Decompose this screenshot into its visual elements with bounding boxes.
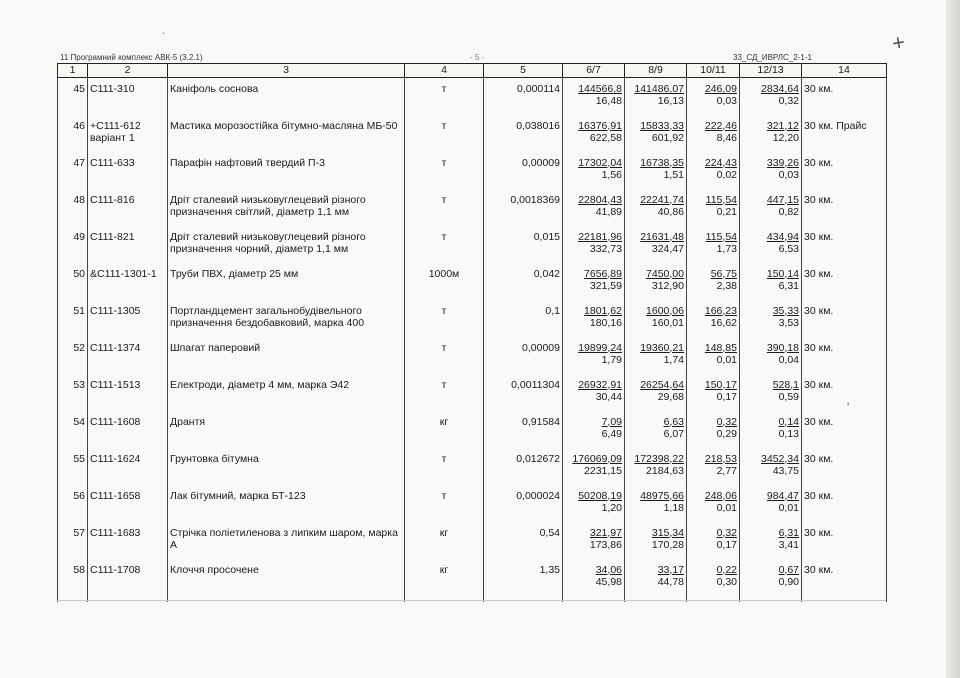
col-13-value: 6,31 — [778, 279, 799, 292]
row-number: 55 — [58, 448, 88, 485]
table-row — [58, 189, 887, 226]
header-software-label: 11 Програмний комплекс АВК-5 (3.2.1) — [60, 53, 203, 62]
quantity: 0,038016 — [484, 115, 563, 152]
quantity: 0,54 — [484, 522, 563, 559]
row-number: 49 — [58, 226, 88, 263]
col-12-13 — [740, 522, 802, 559]
col-12-value: 339,26 — [766, 156, 799, 169]
col-7-value: 6,49 — [601, 427, 622, 440]
col-7-value: 41,89 — [595, 205, 622, 218]
resource-name: Труби ПВХ, діаметр 25 мм — [168, 263, 405, 300]
col-12-13 — [740, 374, 802, 411]
header-page-number: - 5 - — [470, 53, 485, 62]
col-8-9 — [625, 485, 687, 522]
col-12-value: 3452,34 — [761, 452, 799, 465]
resource-name: Каніфоль соснова — [168, 78, 405, 115]
col-10-value: 248,06 — [704, 489, 737, 502]
col-10-11 — [687, 411, 740, 448]
header-document-code: 33_СД_ИВРЛС_2-1-1 — [733, 53, 812, 62]
col-11-value: 2,38 — [716, 279, 737, 292]
resource-name: Дріт сталевий низьковуглецевий різного призначення світлий, діаметр 1,1 мм — [168, 189, 405, 226]
resource-code: С111-1658 — [88, 485, 168, 522]
col-12-13 — [740, 226, 802, 263]
note: 30 км. — [802, 300, 887, 337]
col-7-value: 30,44 — [595, 390, 622, 403]
quantity: 0,000114 — [484, 78, 563, 115]
col-9-value: 1,18 — [663, 501, 684, 514]
col-8-9 — [625, 559, 687, 602]
resource-name: Грунтовка бітумна — [168, 448, 405, 485]
resource-name: Шпагат паперовий — [168, 337, 405, 374]
col-6-7 — [563, 78, 625, 115]
resource-code: С111-1683 — [88, 522, 168, 559]
col-9-value: 40,86 — [657, 205, 684, 218]
col-12-value: 2834,64 — [761, 83, 799, 95]
table-row — [58, 522, 887, 559]
col-11-value: 8,46 — [716, 131, 737, 144]
col-13-value: 0,32 — [778, 95, 799, 107]
col-11-value: 0,01 — [716, 353, 737, 366]
col-11-value: 2,77 — [716, 464, 737, 477]
col-8-value: 315,34 — [651, 526, 684, 539]
col-11-value: 0,17 — [716, 538, 737, 551]
col-10-value: 0,22 — [716, 563, 737, 576]
col-6-value: 22181,96 — [578, 230, 622, 243]
col-12-13 — [740, 448, 802, 485]
quantity: 1,35 — [484, 559, 563, 602]
resource-code: С111-816 — [88, 189, 168, 226]
col-11-value: 1,73 — [716, 242, 737, 255]
col-6-7 — [563, 337, 625, 374]
row-number: 58 — [58, 559, 88, 602]
unit-of-measure: т — [405, 374, 484, 411]
col-12-value: 321,12 — [766, 119, 799, 132]
unit-of-measure: т — [405, 189, 484, 226]
col-8-value: 15833,33 — [640, 119, 684, 132]
col-10-value: 115,54 — [705, 230, 737, 243]
page-edge-shadow — [946, 0, 960, 678]
note: 30 км. — [802, 485, 887, 522]
col-6-value: 16376,91 — [578, 119, 622, 132]
row-number: 52 — [58, 337, 88, 374]
unit-of-measure: т — [405, 300, 484, 337]
col-7-value: 1,79 — [601, 353, 622, 366]
resource-name: Дріт сталевий низьковуглецевий різного призначення чорний, діаметр 1,1 мм — [168, 226, 405, 263]
resource-name: Лак бітумний, марка БТ-123 — [168, 485, 405, 522]
col-12-value: 150,14 — [766, 267, 799, 280]
col-13-value: 12,20 — [772, 131, 799, 144]
col-8-value: 19360,21 — [640, 341, 684, 354]
resource-name: Дрантя — [168, 411, 405, 448]
col-8-9 — [625, 448, 687, 485]
col-6-value: 144566,8 — [578, 83, 622, 95]
table-header-row — [58, 64, 887, 78]
col-9-value: 160,01 — [651, 316, 684, 329]
col-8-value: 6,63 — [663, 415, 684, 428]
column-header: 4 — [405, 64, 484, 78]
col-10-11 — [687, 78, 740, 115]
table-row — [58, 226, 887, 263]
col-8-value: 48975,66 — [640, 489, 684, 502]
col-13-value: 0,90 — [778, 575, 799, 588]
unit-of-measure: т — [405, 226, 484, 263]
note: 30 км. — [802, 411, 887, 448]
col-11-value: 0,17 — [716, 390, 737, 403]
resource-code: С111-1305 — [88, 300, 168, 337]
col-10-11 — [687, 485, 740, 522]
col-7-value: 16,48 — [595, 95, 622, 107]
quantity: 0,0018369 — [484, 189, 563, 226]
column-header: 5 — [484, 64, 563, 78]
col-12-value: 528,1 — [772, 378, 799, 391]
resource-code: С111-310 — [88, 78, 168, 115]
quantity: 0,0011304 — [484, 374, 563, 411]
col-7-value: 332,73 — [589, 242, 622, 255]
note: 30 км. — [802, 78, 887, 115]
resource-code: +С111-612 варіант 1 — [88, 115, 168, 152]
col-8-value: 172398,22 — [634, 452, 684, 465]
col-10-11 — [687, 189, 740, 226]
quantity: 0,000024 — [484, 485, 563, 522]
row-number: 56 — [58, 485, 88, 522]
table-row — [58, 559, 887, 602]
row-number: 57 — [58, 522, 88, 559]
col-6-7 — [563, 374, 625, 411]
col-10-value: 148,85 — [704, 341, 737, 354]
col-8-value: 141486,07 — [634, 83, 684, 95]
unit-of-measure: т — [405, 152, 484, 189]
column-header: 14 — [802, 64, 887, 78]
col-12-13 — [740, 152, 802, 189]
note: 30 км. — [802, 226, 887, 263]
column-header: 3 — [168, 64, 405, 78]
unit-of-measure: 1000м — [405, 263, 484, 300]
table-row — [58, 78, 887, 115]
col-6-value: 7,09 — [601, 415, 622, 428]
col-11-value: 16,62 — [710, 316, 737, 329]
col-6-value: 176069,09 — [572, 452, 622, 465]
col-13-value: 6,53 — [778, 242, 799, 255]
col-6-value: 34,06 — [595, 563, 622, 576]
col-10-11 — [687, 226, 740, 263]
quantity: 0,1 — [484, 300, 563, 337]
col-13-value: 3,41 — [778, 538, 799, 551]
row-number: 51 — [58, 300, 88, 337]
col-8-9 — [625, 263, 687, 300]
col-7-value: 622,58 — [589, 131, 622, 144]
col-12-13 — [740, 300, 802, 337]
quantity: 0,042 — [484, 263, 563, 300]
col-8-value: 1600,06 — [646, 304, 684, 317]
col-8-9 — [625, 522, 687, 559]
col-8-9 — [625, 189, 687, 226]
col-12-value: 447,15 — [766, 193, 799, 206]
resource-name: Портландцемент загальнобудівельного призначення бездобавковий, марка 400 — [168, 300, 405, 337]
col-6-value: 19899,24 — [578, 341, 622, 354]
col-9-value: 1,51 — [663, 168, 684, 181]
handwritten-tick-mark: ` — [162, 32, 166, 43]
column-header: 8/9 — [625, 64, 687, 78]
col-12-13 — [740, 485, 802, 522]
col-9-value: 312,90 — [651, 279, 684, 292]
col-6-7 — [563, 300, 625, 337]
col-7-value: 173,86 — [589, 538, 622, 551]
col-9-value: 324,47 — [651, 242, 684, 255]
col-6-7 — [563, 448, 625, 485]
resource-name: Парафін нафтовий твердий П-3 — [168, 152, 405, 189]
col-6-7 — [563, 485, 625, 522]
col-7-value: 1,56 — [601, 168, 622, 181]
col-8-value: 7450,00 — [646, 267, 684, 280]
resource-code: &С111-1301-1 — [88, 263, 168, 300]
col-13-value: 0,82 — [778, 205, 799, 218]
col-12-value: 6,31 — [778, 526, 799, 539]
col-11-value: 0,29 — [716, 427, 737, 440]
quantity: 0,00009 — [484, 152, 563, 189]
col-8-9 — [625, 152, 687, 189]
unit-of-measure: т — [405, 78, 484, 115]
resource-name: Стрічка поліетиленова з липким шаром, марка А — [168, 522, 405, 559]
col-8-value: 22241,74 — [640, 193, 684, 206]
col-6-value: 50208,19 — [578, 489, 622, 502]
col-8-9 — [625, 300, 687, 337]
quantity: 0,015 — [484, 226, 563, 263]
col-10-value: 150,17 — [704, 378, 737, 391]
col-9-value: 44,78 — [657, 575, 684, 588]
col-10-11 — [687, 337, 740, 374]
col-9-value: 16,13 — [657, 95, 684, 107]
resource-code: С111-1374 — [88, 337, 168, 374]
col-6-value: 7656,89 — [584, 267, 622, 280]
col-8-9 — [625, 411, 687, 448]
col-7-value: 180,16 — [589, 316, 622, 329]
row-number: 54 — [58, 411, 88, 448]
col-6-7 — [563, 522, 625, 559]
table-row — [58, 448, 887, 485]
resource-code: С111-633 — [88, 152, 168, 189]
row-number: 46 — [58, 115, 88, 152]
note: 30 км. — [802, 559, 887, 602]
col-7-value: 1,20 — [601, 501, 622, 514]
col-13-value: 0,59 — [778, 390, 799, 403]
col-7-value: 321,59 — [589, 279, 622, 292]
column-header: 6/7 — [563, 64, 625, 78]
resource-code: С111-1624 — [88, 448, 168, 485]
note: 30 км. — [802, 189, 887, 226]
col-10-value: 246,09 — [704, 83, 737, 95]
resource-code: С111-1513 — [88, 374, 168, 411]
column-header: 1 — [58, 64, 88, 78]
handwritten-cross-mark: + — [889, 29, 907, 56]
col-10-value: 166,23 — [704, 304, 737, 317]
col-10-11 — [687, 115, 740, 152]
table-bottom-bleed-line — [57, 600, 886, 601]
col-13-value: 3,53 — [778, 316, 799, 329]
col-10-value: 222,46 — [704, 119, 737, 132]
col-6-value: 22804,43 — [578, 193, 622, 206]
col-9-value: 29,68 — [657, 390, 684, 403]
col-12-value: 0,67 — [778, 563, 799, 576]
col-6-value: 1801,62 — [584, 304, 622, 317]
col-12-value: 390,18 — [766, 341, 799, 354]
col-7-value: 2231,15 — [584, 464, 622, 477]
col-8-value: 33,17 — [657, 563, 684, 576]
resource-code: С111-1608 — [88, 411, 168, 448]
col-9-value: 170,28 — [651, 538, 684, 551]
col-11-value: 0,01 — [716, 501, 737, 514]
table-row — [58, 411, 887, 448]
col-12-value: 434,94 — [766, 230, 799, 243]
col-10-11 — [687, 522, 740, 559]
table-row — [58, 152, 887, 189]
note: 30 км. — [802, 448, 887, 485]
estimate-table — [57, 63, 887, 602]
unit-of-measure: т — [405, 485, 484, 522]
col-13-value: 0,03 — [778, 168, 799, 181]
row-number: 53 — [58, 374, 88, 411]
col-12-13 — [740, 337, 802, 374]
col-10-11 — [687, 152, 740, 189]
table-row — [58, 300, 887, 337]
unit-of-measure: кг — [405, 559, 484, 602]
handwritten-stray-mark: ' — [847, 400, 850, 414]
col-12-13 — [740, 411, 802, 448]
col-8-9 — [625, 226, 687, 263]
row-number: 50 — [58, 263, 88, 300]
note: 30 км. — [802, 337, 887, 374]
unit-of-measure: т — [405, 115, 484, 152]
quantity: 0,00009 — [484, 337, 563, 374]
col-7-value: 45,98 — [595, 575, 622, 588]
col-6-7 — [563, 115, 625, 152]
column-header: 12/13 — [740, 64, 802, 78]
col-8-9 — [625, 115, 687, 152]
col-6-value: 26932,91 — [578, 378, 622, 391]
table-row — [58, 115, 887, 152]
table-row — [58, 337, 887, 374]
col-9-value: 2184,63 — [646, 464, 684, 477]
resource-code: С111-821 — [88, 226, 168, 263]
col-6-7 — [563, 226, 625, 263]
column-header: 2 — [88, 64, 168, 78]
col-10-value: 0,32 — [716, 526, 737, 539]
col-6-7 — [563, 152, 625, 189]
col-12-value: 0,14 — [778, 415, 799, 428]
resource-name: Мастика морозостійка бітумно-масляна МБ-50 — [168, 115, 405, 152]
col-6-7 — [563, 263, 625, 300]
unit-of-measure: кг — [405, 522, 484, 559]
col-6-value: 17302,04 — [578, 156, 622, 169]
col-10-11 — [687, 300, 740, 337]
unit-of-measure: т — [405, 448, 484, 485]
col-11-value: 0,21 — [716, 205, 737, 218]
note: 30 км. — [802, 263, 887, 300]
col-6-value: 321,97 — [589, 526, 622, 539]
col-8-9 — [625, 374, 687, 411]
col-12-13 — [740, 78, 802, 115]
col-13-value: 43,75 — [772, 464, 799, 477]
col-13-value: 0,04 — [778, 353, 799, 366]
col-11-value: 0,03 — [716, 95, 737, 107]
col-8-9 — [625, 78, 687, 115]
col-10-value: 0,32 — [716, 415, 737, 428]
col-9-value: 6,07 — [663, 427, 684, 440]
col-12-value: 984,47 — [766, 489, 799, 502]
col-8-value: 21631,48 — [640, 230, 684, 243]
col-10-11 — [687, 559, 740, 602]
row-number: 47 — [58, 152, 88, 189]
col-12-13 — [740, 189, 802, 226]
resource-name: Клоччя просочене — [168, 559, 405, 602]
col-8-value: 16738,35 — [640, 156, 684, 169]
unit-of-measure: кг — [405, 411, 484, 448]
col-6-7 — [563, 559, 625, 602]
col-9-value: 601,92 — [651, 131, 684, 144]
col-8-9 — [625, 337, 687, 374]
quantity: 0,91584 — [484, 411, 563, 448]
col-12-value: 35,33 — [772, 304, 799, 317]
column-header: 10/11 — [687, 64, 740, 78]
table-row — [58, 263, 887, 300]
col-10-value: 218,53 — [704, 452, 737, 465]
unit-of-measure: т — [405, 337, 484, 374]
row-number: 48 — [58, 189, 88, 226]
col-6-7 — [563, 189, 625, 226]
col-11-value: 0,30 — [716, 575, 737, 588]
col-9-value: 1,74 — [663, 353, 684, 366]
note: 30 км. — [802, 374, 887, 411]
note: 30 км. — [802, 152, 887, 189]
col-10-11 — [687, 448, 740, 485]
col-6-7 — [563, 411, 625, 448]
col-12-13 — [740, 115, 802, 152]
col-12-13 — [740, 263, 802, 300]
quantity: 0,012672 — [484, 448, 563, 485]
table-row — [58, 374, 887, 411]
col-11-value: 0,02 — [716, 168, 737, 181]
col-13-value: 0,01 — [778, 501, 799, 514]
col-8-value: 26254,64 — [640, 378, 684, 391]
col-10-value: 224,43 — [704, 156, 737, 169]
note: 30 км. — [802, 522, 887, 559]
col-10-11 — [687, 374, 740, 411]
col-10-value: 115,54 — [705, 193, 737, 206]
col-13-value: 0,13 — [778, 427, 799, 440]
row-number: 45 — [58, 78, 88, 115]
col-10-11 — [687, 263, 740, 300]
col-12-13 — [740, 559, 802, 602]
resource-code: С111-1708 — [88, 559, 168, 602]
col-10-value: 56,75 — [710, 267, 737, 280]
resource-name: Електроди, діаметр 4 мм, марка Э42 — [168, 374, 405, 411]
table-row — [58, 485, 887, 522]
note: 30 км. Прайс — [802, 115, 887, 152]
